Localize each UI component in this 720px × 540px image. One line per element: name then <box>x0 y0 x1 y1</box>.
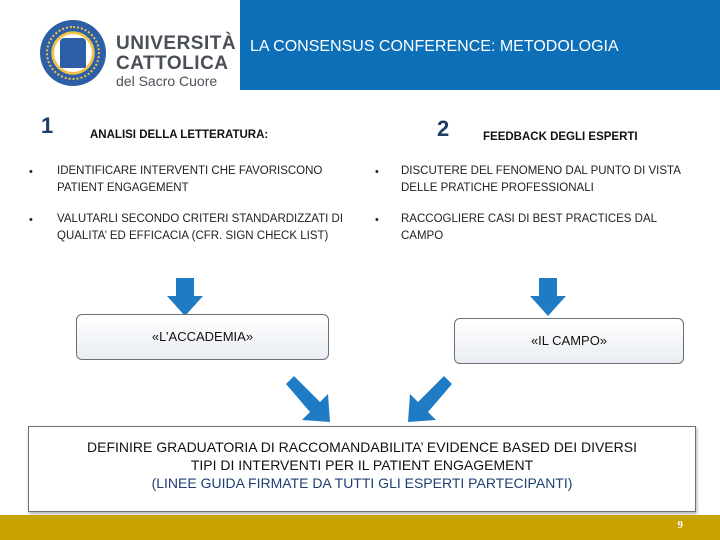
field-box: «IL CAMPO» <box>454 318 684 364</box>
right-heading: FEEDBACK DEGLI ESPERTI <box>483 131 638 143</box>
down-arrow-icon <box>167 278 203 316</box>
step-number-2: 2 <box>437 116 450 141</box>
diagonal-arrow-down-left-icon <box>396 372 456 432</box>
left-bullet-1: IDENTIFICARE INTERVENTI CHE FAVORISCONO PATIENT ENGAGEMENT <box>57 165 323 194</box>
slide-title: LA CONSENSUS CONFERENCE: METODOLOGIA <box>250 38 619 55</box>
conclusion-line-3: (LINEE GUIDA FIRMATE DA TUTTI GLI ESPERTI PARTECIPANTI) <box>151 475 573 491</box>
diagonal-arrow-down-right-icon <box>282 372 342 432</box>
page-number: 9 <box>677 519 683 531</box>
step-number-1: 1 <box>41 113 54 138</box>
university-seal-icon <box>40 20 106 86</box>
bullet-marker: • <box>29 166 33 178</box>
right-bullet-1: DISCUTERE DEL FENOMENO DAL PUNTO DI VISTA DELLE PRATICHE PROFESSIONALI <box>401 165 681 194</box>
bullet-marker: • <box>375 166 379 178</box>
conclusion-box <box>28 426 696 512</box>
university-logo <box>36 14 236 94</box>
logo-text-line1: UNIVERSITÀ <box>116 33 237 54</box>
footer-bar <box>0 515 720 540</box>
academy-box: «L’ACCADEMIA» <box>76 314 329 360</box>
conclusion-line-2: TIPI DI INTERVENTI PER IL PATIENT ENGAGEMENT <box>190 457 534 473</box>
left-heading: ANALISI DELLA LETTERATURA: <box>90 129 269 141</box>
conclusion-line-1: DEFINIRE GRADUATORIA DI RACCOMANDABILITA’ EVIDENCE BASED DEI DIVERSI <box>87 439 637 455</box>
bullet-marker: • <box>375 214 379 226</box>
logo-text-line3: del Sacro Cuore <box>116 73 218 89</box>
logo-text-line2: CATTOLICA <box>116 53 229 74</box>
bullet-marker: • <box>29 214 33 226</box>
right-bullet-2: RACCOGLIERE CASI DI BEST PRACTICES DAL CAMPO <box>401 213 657 242</box>
down-arrow-icon <box>530 278 566 316</box>
left-bullet-2: VALUTARLI SECONDO CRITERI STANDARDIZZATI DI QUALITA’ ED EFFICACIA (CFR. SIGN CHECK LIST) <box>57 213 344 242</box>
